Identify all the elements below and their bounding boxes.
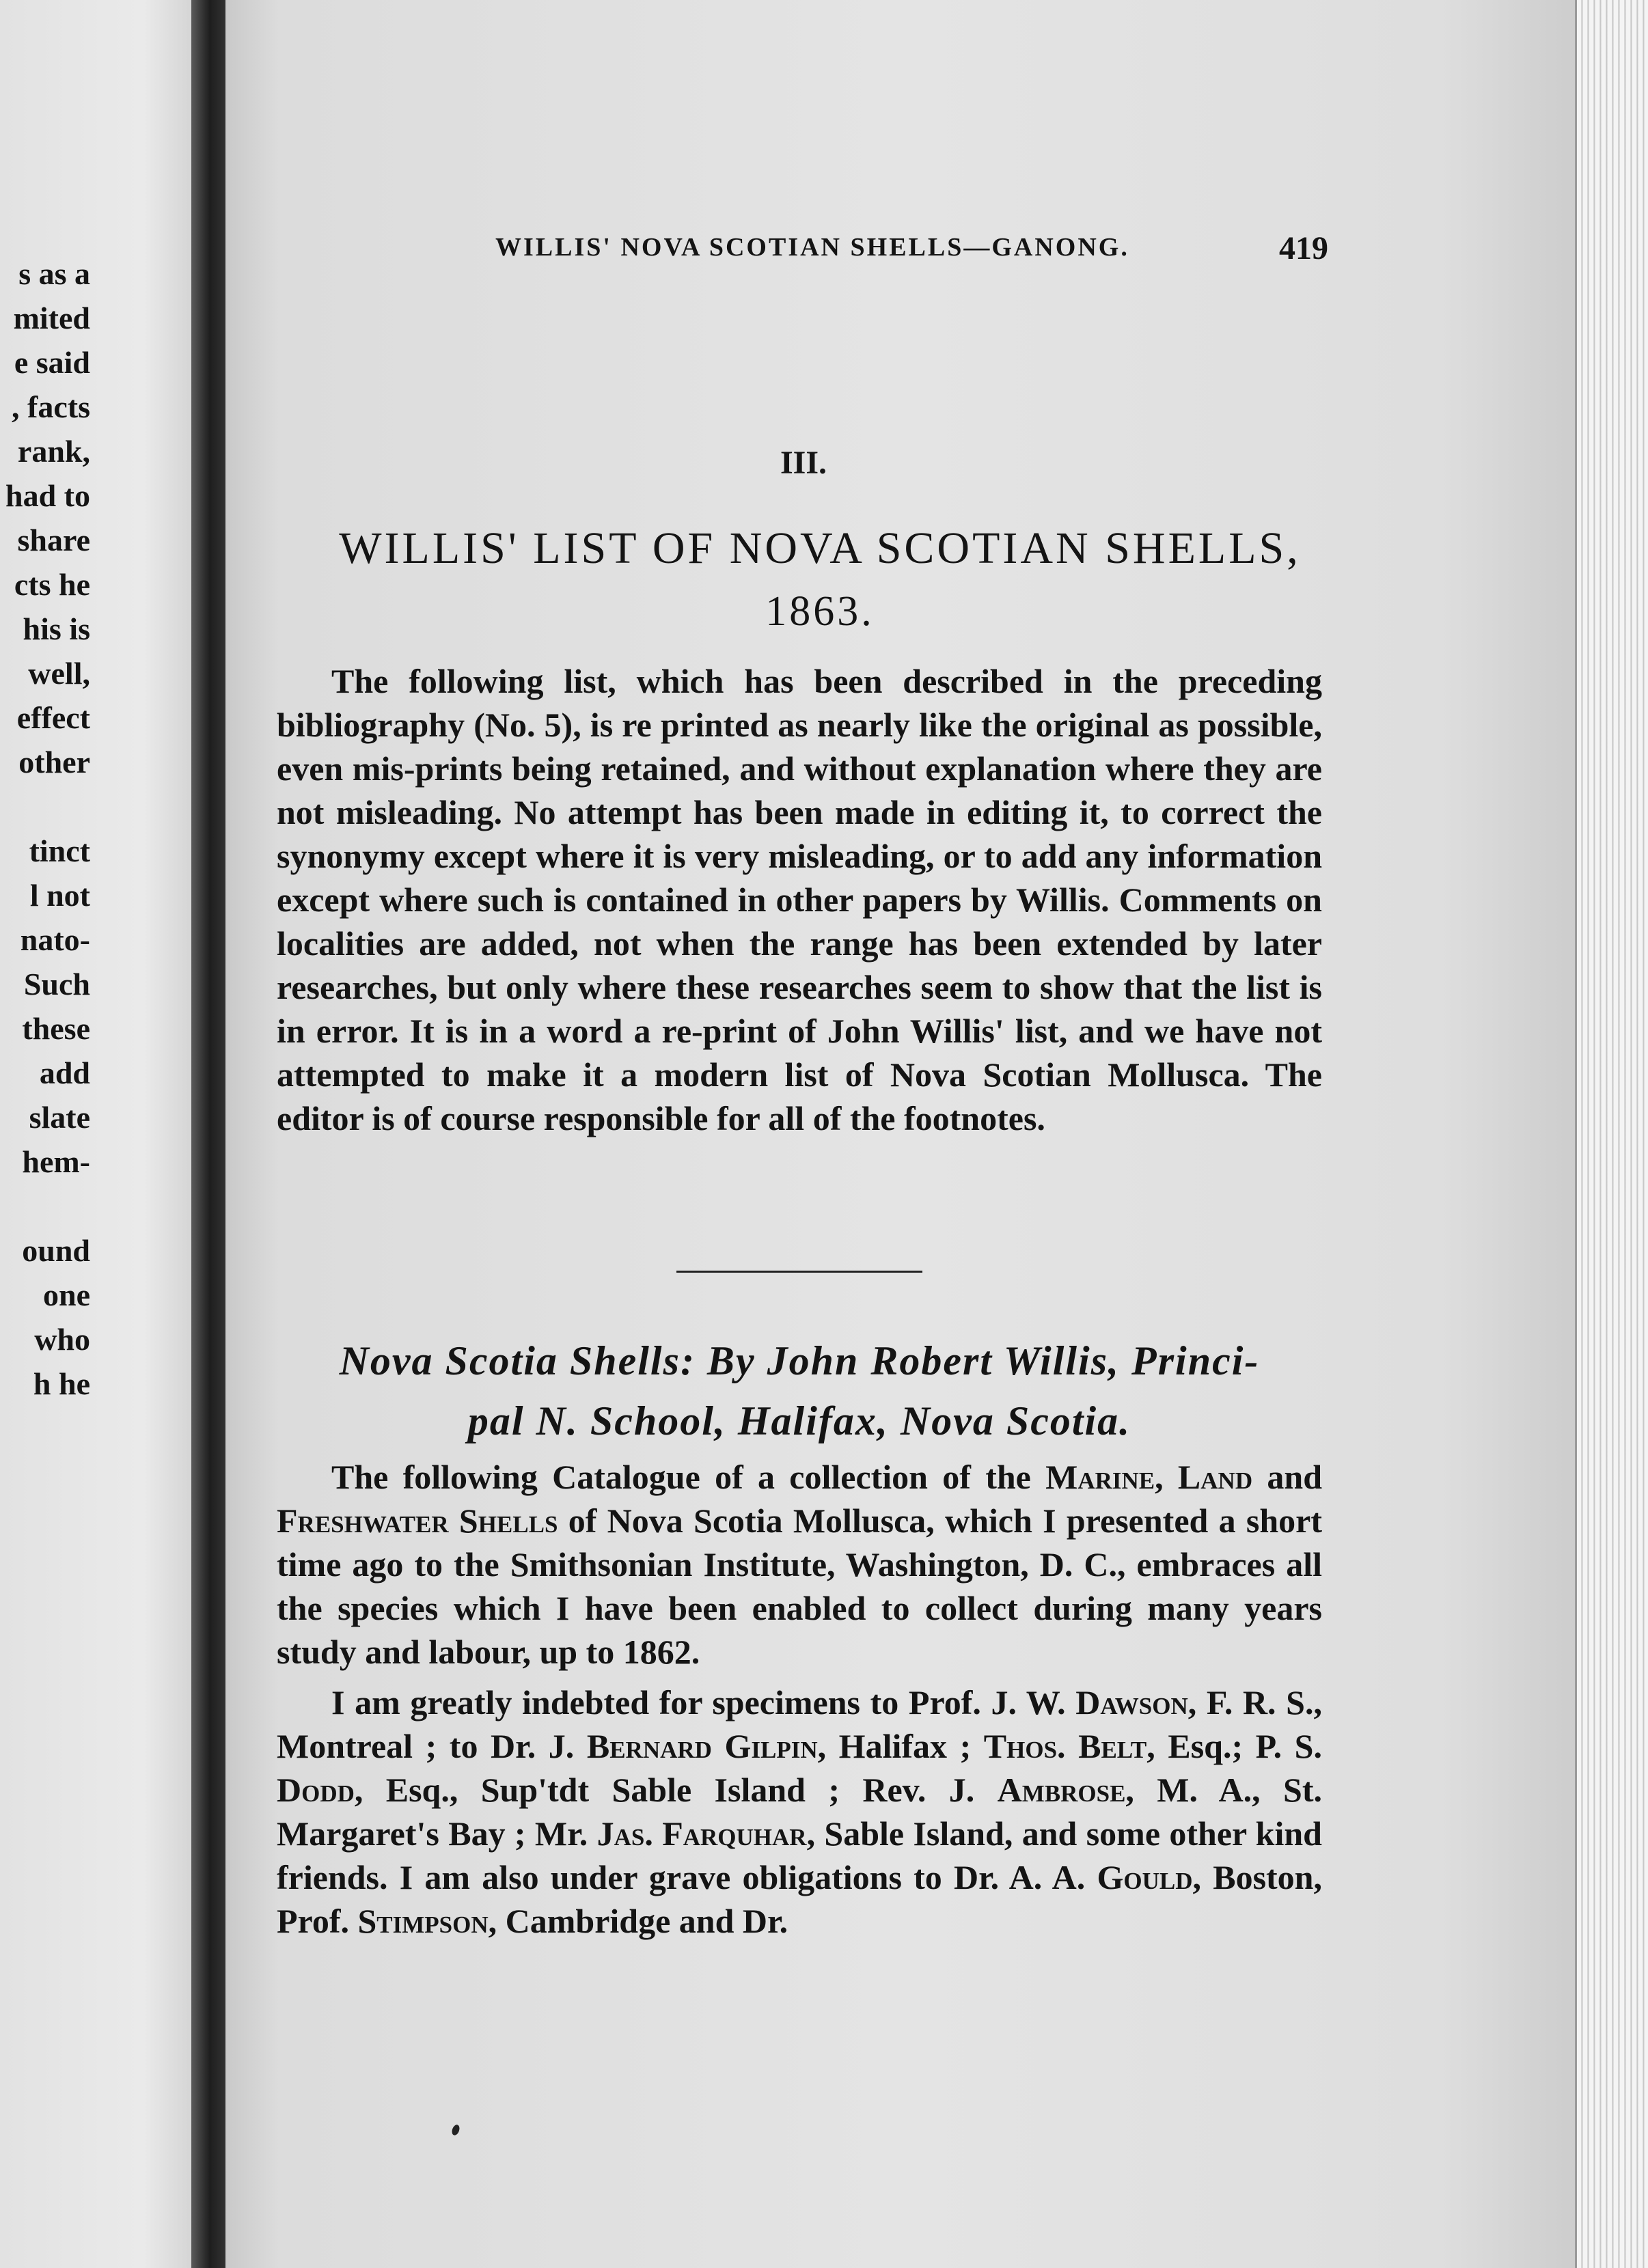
left-page-line: h he xyxy=(33,1366,90,1401)
acknowledgement-paragraph: I am greatly indebted for specimens to Prof. J. W. Dawson, F. R. S., Montreal ; to Dr. J. Bernard Gilpin, Halifax ; Thos. Belt, Esq.; P. S. Dodd, Esq., Sup'tdt Sable Island ; Rev. J. Ambrose, M. A., St. Margaret's Bay ; Mr. Jas. Farquhar, Sable Island, and some other kind friends. I am also under grave obligations to Dr. A. A. Gould, Boston, Prof. Stimpson, Cambridge and Dr. xyxy=(277,1683,1322,1940)
page-number: 419 xyxy=(1279,230,1328,266)
section-year: 1863. xyxy=(765,588,875,635)
left-page-line: l not xyxy=(29,878,90,913)
left-page-line: cts he xyxy=(14,567,90,602)
left-page-line: , facts xyxy=(12,389,90,424)
name-gould: Gould xyxy=(1097,1858,1193,1896)
name-belt: Thos. Belt xyxy=(983,1727,1147,1765)
catalogue-paragraph: The following Catalogue of a collection of the Marine, Land and Freshwater Shells of Nova Scotia Mollusca, which I presented a short time ago to the Smithsonian Institute, Washington, D. C., embraces all the species which I have been enabled to collect during many years study and labour, up to 1862. xyxy=(277,1458,1323,1671)
left-page-line: who xyxy=(34,1322,90,1357)
left-page-line: e said xyxy=(14,345,90,380)
left-page-line: had to xyxy=(5,478,90,513)
left-page-line: add xyxy=(39,1055,90,1090)
section-number: III. xyxy=(780,445,827,481)
left-page-line: rank, xyxy=(17,434,90,469)
name-dawson: Dawson xyxy=(1075,1683,1188,1721)
marine-term: Marine xyxy=(1045,1458,1155,1496)
name-dodd: Dodd xyxy=(277,1771,355,1809)
left-page-line: one xyxy=(43,1277,90,1312)
section-title: WILLIS' LIST OF NOVA SCOTIAN SHELLS, xyxy=(339,523,1301,573)
left-page-line: other xyxy=(18,745,90,779)
left-page-line: these xyxy=(22,1011,90,1046)
intro-paragraph: The following list, which has been described in the preceding bibliography (No. 5), is re printed as nearly like the original as possible, even mis-prints being retained, and without explanation where they are not misleading. No attempt has been made in editing it, to correct the synonymy except where it is very misleading, or to add any information except where such is contained in other papers by Willis. Comments on localities are added, not when the range has been extended by later researches, but only where these researches seem to show that the list is in error. It is in a word a re-print of John Willis' list, and we have not attempted to make it a modern list of Nova Scotian Mollusca. The editor is of course responsible for all of the footnotes. xyxy=(277,662,1322,1137)
left-page-line: well, xyxy=(28,656,90,691)
left-page-line: slate xyxy=(29,1100,90,1135)
name-ambrose: Ambrose xyxy=(997,1771,1126,1809)
name-stimpson: Stimpson xyxy=(357,1902,489,1940)
divider xyxy=(676,1271,922,1273)
left-page-line: his is xyxy=(23,611,90,646)
willis-heading-line1: Nova Scotia Shells: By John Robert Willis, Princi- xyxy=(339,1338,1260,1383)
left-page-line: tinct xyxy=(29,833,90,868)
left-page-line: Such xyxy=(23,967,90,1001)
running-head: WILLIS' NOVA SCOTIAN SHELLS—GANONG. xyxy=(495,233,1129,262)
left-page xyxy=(0,0,205,2268)
freshwater-term: Freshwater Shells xyxy=(277,1502,558,1540)
left-page-line: effect xyxy=(16,700,90,735)
left-page-line: s as a xyxy=(18,256,90,291)
page-edges xyxy=(1575,0,1648,2268)
left-page-line: share xyxy=(17,523,90,557)
left-page-line: mited xyxy=(13,301,90,335)
land-term: Land xyxy=(1177,1458,1253,1496)
name-farquhar: Jas. Farquhar xyxy=(596,1814,807,1853)
left-page-line: nato- xyxy=(20,922,90,957)
name-gilpin: Bernard Gilpin xyxy=(586,1727,818,1765)
left-page-line: hem- xyxy=(22,1144,90,1179)
left-page-line: ound xyxy=(22,1233,90,1268)
willis-heading-line2: pal N. School, Halifax, Nova Scotia. xyxy=(467,1398,1131,1443)
